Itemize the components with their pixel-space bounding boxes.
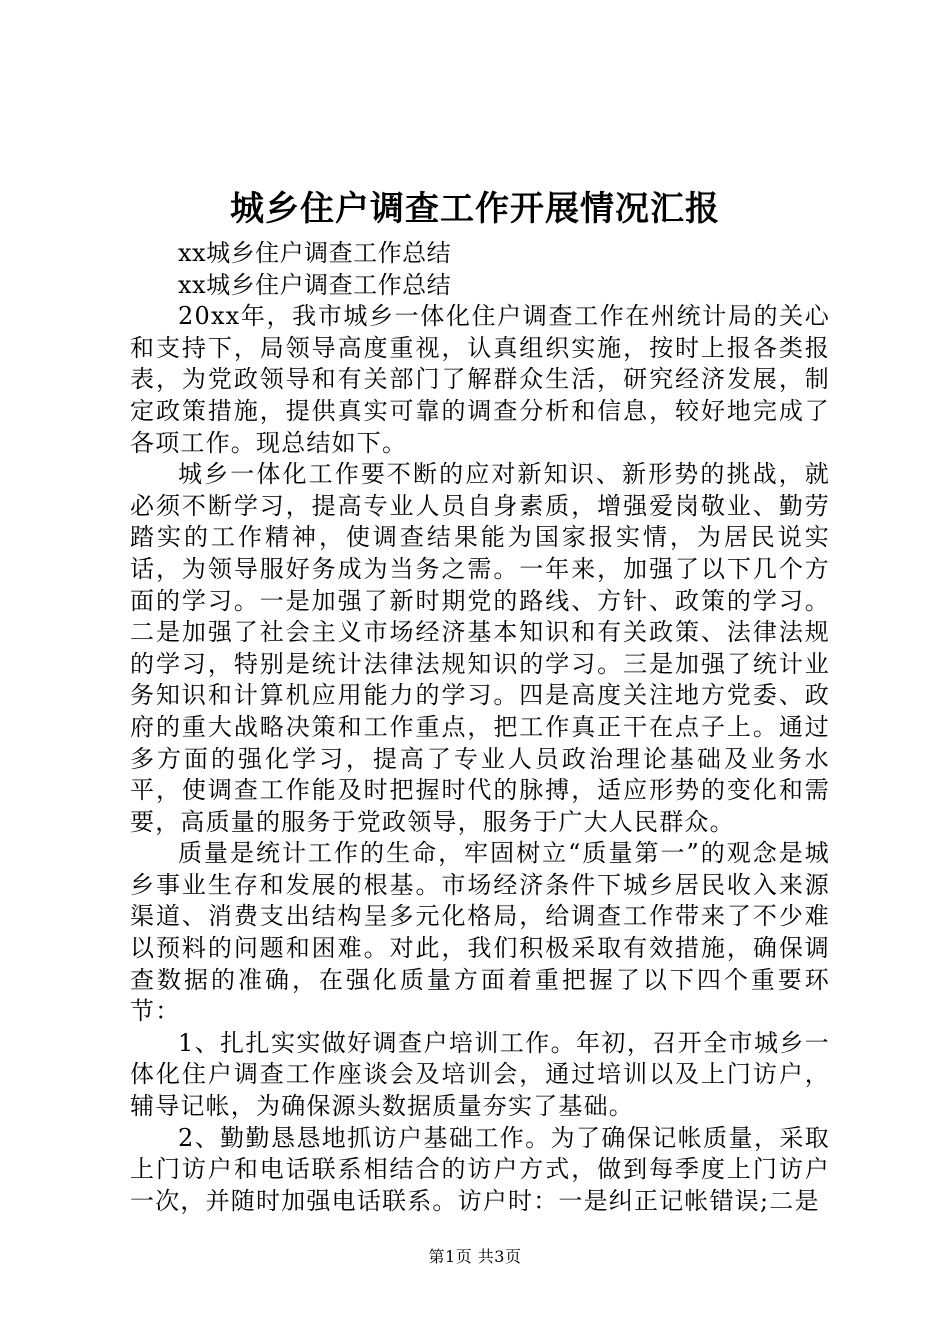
subtitle-line: xx城乡住户调查工作总结	[178, 270, 452, 299]
body-paragraph: 1、扎扎实实做好调查户培训工作。年初，召开全市城乡一体化住户调查工作座谈会及培训会，通过培训以及上门访户，辅导记帐，为确保源头数据质量夯实了基础。	[130, 1028, 830, 1121]
body-paragraph: 城乡一体化工作要不断的应对新知识、新形势的挑战，就必须不断学习，提高专业人员自身素质，增强爱岗敬业、勤劳踏实的工作精神，使调查结果能为国家报实情，为居民说实话，为领导服好务成为当务之需。一年来，加强了以下几个方面的学习。一是加强了新时期党的路线、方针、政策的学习。二是加强了社会主义市场经济基本知识和有关政策、法律法规的学习，特别是统计法律法规知识的学习。三是加强了统计业务知识和计算机应用能力的学习。四是高度关注地方党委、政府的重大战略决策和工作重点，把工作真正干在点子上。通过多方面的强化学习，提高了专业人员政治理论基础及业务水平，使调查工作能及时把握时代的脉搏，适应形势的变化和需要，高质量的服务于党政领导，服务于广大人民群众。	[130, 460, 830, 836]
document-body	[130, 238, 830, 1217]
page-number-footer: 第1页 共3页	[428, 1247, 522, 1266]
body-paragraph: 质量是统计工作的生命，牢固树立“质量第一”的观念是城乡事业生存和发展的根基。市场经济条件下城乡居民收入来源渠道、消费支出结构呈多元化格局，给调查工作带来了不少难以预料的问题和困难。对此，我们积极采取有效措施，确保调查数据的准确，在强化质量方面着重把握了以下四个重要环节：	[130, 839, 830, 1026]
body-paragraph: 20xx年，我市城乡一体化住户调查工作在州统计局的关心和支持下，局领导高度重视，认真组织实施，按时上报各类报表，为党政领导和有关部门了解群众生活，研究经济发展，制定政策措施，提供真实可靠的调查分析和信息，较好地完成了各项工作。现总结如下。	[130, 302, 830, 457]
document-title: 城乡住户调查工作开展情况汇报	[230, 189, 720, 229]
body-paragraph: 2、勤勤恳恳地抓访户基础工作。为了确保记帐质量，采取上门访户和电话联系相结合的访户方式，做到每季度上门访户一次，并随时加强电话联系。访户时：一是纠正记帐错误;二是	[130, 1123, 830, 1215]
subtitle-line: xx城乡住户调查工作总结	[178, 239, 452, 267]
